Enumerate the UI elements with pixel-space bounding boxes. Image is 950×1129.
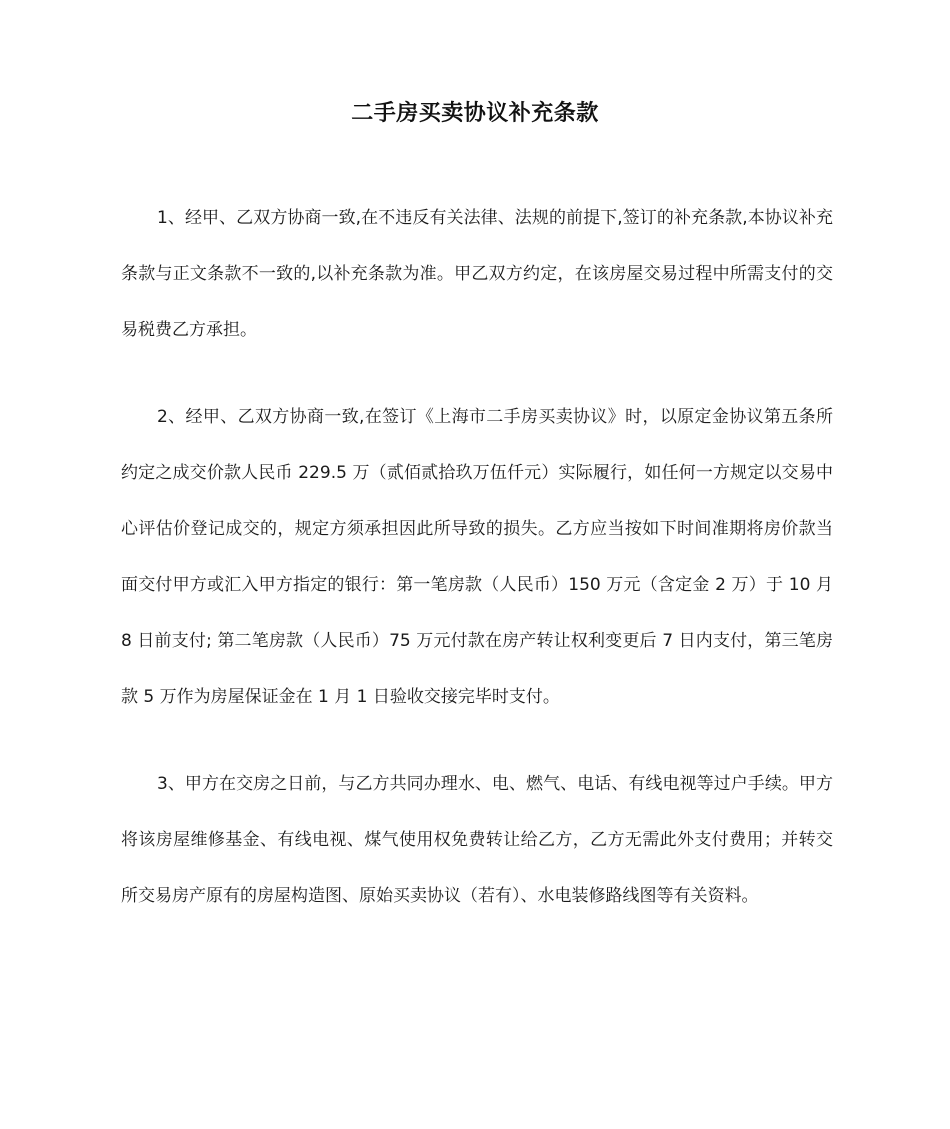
clause-1: 1、经甲、乙双方协商一致,在不违反有关法律、法规的前提下,签订的补充条款,本协议补充条款与正文条款不一致的,以补充条款为准。甲乙双方约定，在该房屋交易过程中所需支付的交易税费乙方承担。: [121, 208, 833, 340]
clause-3: 3、甲方在交房之日前，与乙方共同办理水、电、燃气、电话、有线电视等过户手续。甲方将该房屋维修基金、有线电视、煤气使用权免费转让给乙方，乙方无需此外支付费用；并转交所交易房产原有的房屋构造图、原始买卖协议（若有）、水电装修路线图等有关资料。: [121, 774, 833, 906]
document-title: 二手房买卖协议补充条款: [351, 101, 599, 126]
clause-2: 2、经甲、乙双方协商一致,在签订《上海市二手房买卖协议》时，以原定金协议第五条所约定之成交价款人民币 229.5 万（贰佰贰拾玖万伍仟元）实际履行，如任何一方规定以交易中心评估价登记成交的，规定方须承担因此所导致的损失。乙方应当按如下时间准期将房价款当面交付甲方或汇入甲方指定的银行：第一笔房款（人民币）150 万元（含定金 2 万）于 10 月 8 日前支付; 第二笔房款（人民币）75 万元付款在房产转让权利变更后 7 日内支付，第三笔房款 5 万作为房屋保证金在 1 月 1 日验收交接完毕时支付。: [121, 407, 833, 707]
